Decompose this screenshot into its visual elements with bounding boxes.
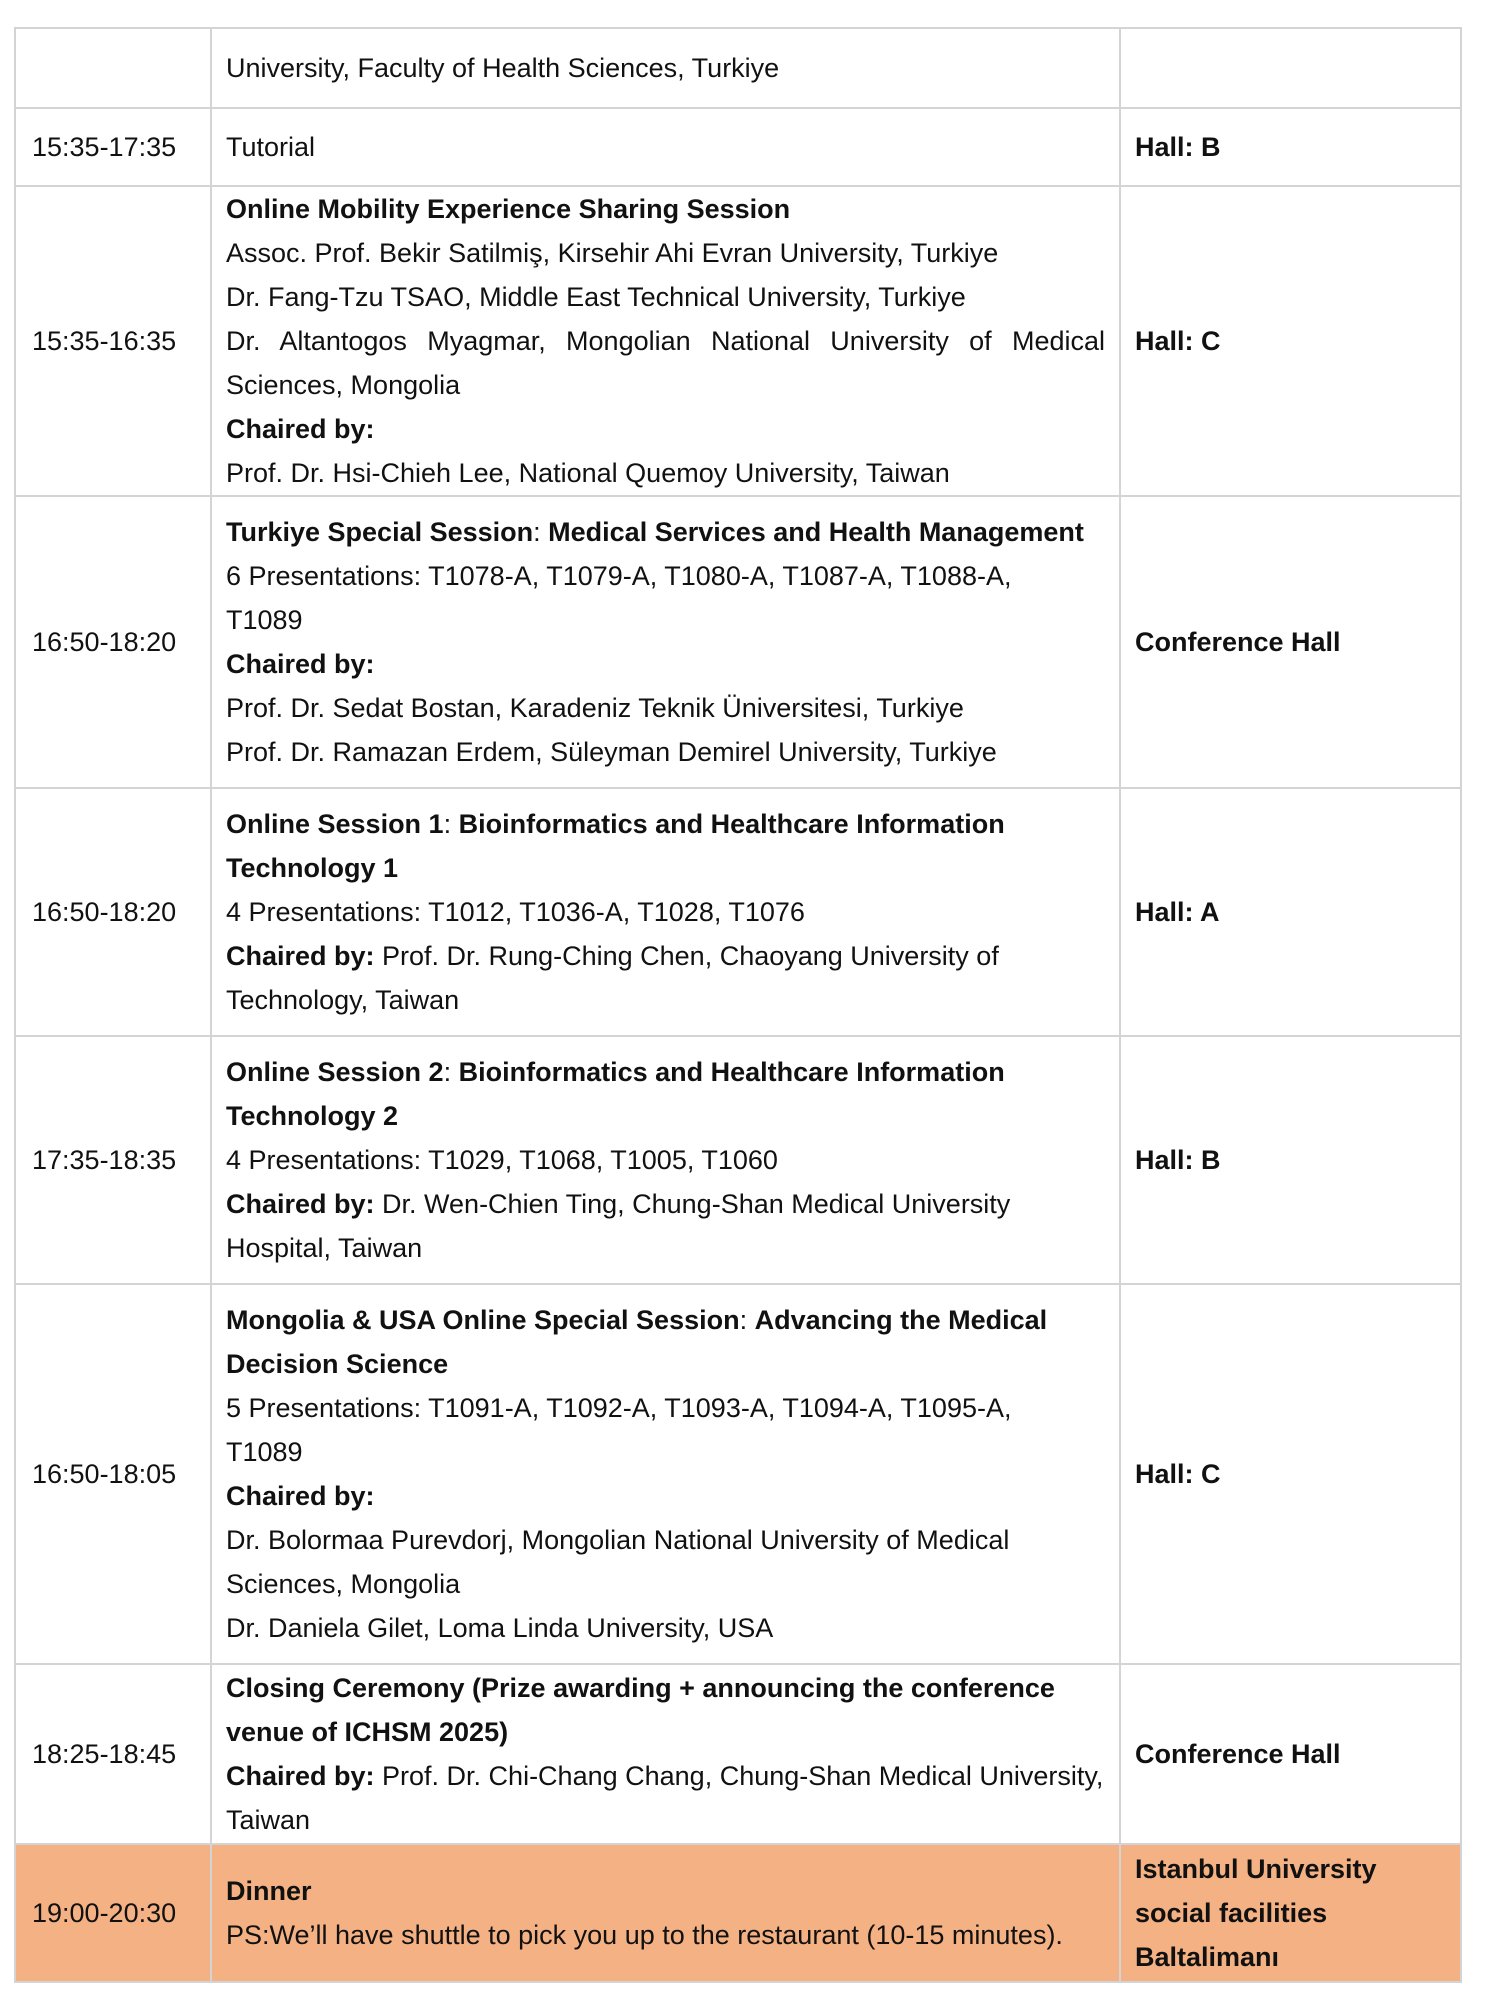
session-line [226, 1342, 1105, 1386]
bold-text: Chaired by: [226, 1189, 375, 1219]
session-details [211, 496, 1120, 788]
session-venue: Hall: A [1120, 788, 1461, 1036]
bold-text: Mongolia & USA Online Special Session [226, 1305, 740, 1335]
session-venue: Hall: C [1120, 1284, 1461, 1664]
line-text: : [739, 1305, 755, 1335]
bold-text: venue of ICHSM 2025) [226, 1717, 509, 1747]
session-venue: Hall: C [1120, 186, 1461, 496]
session-details [211, 1664, 1120, 1844]
line-text: Technology, Taiwan [226, 985, 460, 1015]
session-venue: Istanbul University social facilities Baltalimanı [1120, 1844, 1461, 1982]
session-line [226, 1562, 1105, 1606]
session-line [226, 1226, 1105, 1270]
session-details [211, 108, 1120, 186]
line-text: PS:We’ll have shuttle to pick you up to the restaurant (10-15 minutes). [226, 1920, 1063, 1950]
session-line [226, 1710, 1105, 1754]
session-time: 17:35-18:35 [15, 1036, 211, 1284]
session-line [226, 1138, 1105, 1182]
line-text: Prof. Dr. Ramazan Erdem, Süleyman Demirel University, Turkiye [226, 737, 997, 767]
session-time: 15:35-16:35 [15, 186, 211, 496]
bold-text: Technology 1 [226, 853, 399, 883]
session-venue: Hall: B [1120, 1036, 1461, 1284]
bold-text: Online Mobility Experience Sharing Session [226, 194, 791, 224]
session-details [211, 1284, 1120, 1664]
session-time [15, 28, 211, 108]
session-line [226, 1050, 1105, 1094]
session-line [226, 598, 1105, 642]
line-text: Dr. Altantogos Myagmar, Mongolian National University of Medical [226, 326, 1105, 356]
session-line [226, 510, 1105, 554]
session-time: 19:00-20:30 [15, 1844, 211, 1982]
schedule-row [15, 1284, 1461, 1664]
bold-text: Bioinformatics and Healthcare Information [458, 1057, 1005, 1087]
session-line [226, 125, 1105, 169]
session-line [226, 978, 1105, 1022]
session-venue: Conference Hall [1120, 1664, 1461, 1844]
bold-text: Chaired by: [226, 414, 375, 444]
bold-text: Turkiye Special Session [226, 517, 534, 547]
session-details [211, 1844, 1120, 1982]
session-time: 16:50-18:20 [15, 496, 211, 788]
bold-text: Chaired by: [226, 941, 375, 971]
session-line [226, 231, 1105, 275]
line-text: Dr. Fang-Tzu TSAO, Middle East Technical University, Turkiye [226, 282, 966, 312]
line-text: Prof. Dr. Hsi-Chieh Lee, National Quemoy University, Taiwan [226, 458, 950, 488]
session-line [226, 686, 1105, 730]
line-text: Dr. Bolormaa Purevdorj, Mongolian National University of Medical [226, 1525, 1010, 1555]
session-details [211, 788, 1120, 1036]
session-line [226, 1606, 1105, 1650]
session-venue: Hall: B [1120, 108, 1461, 186]
line-text: University, Faculty of Health Sciences, Turkiye [226, 53, 780, 83]
schedule-row [15, 496, 1461, 788]
session-line [226, 1094, 1105, 1138]
session-line [226, 1430, 1105, 1474]
session-line [226, 187, 1105, 231]
bold-text: Dinner [226, 1876, 312, 1906]
session-line [226, 407, 1105, 451]
session-details [211, 28, 1120, 108]
bold-text: Decision Science [226, 1349, 449, 1379]
session-line [226, 934, 1105, 978]
bold-text: Closing Ceremony (Prize awarding + announcing the conference [226, 1673, 1055, 1703]
bold-text: Chaired by: [226, 1481, 375, 1511]
session-line [226, 1182, 1105, 1226]
session-line [226, 1386, 1105, 1430]
session-line [226, 1518, 1105, 1562]
session-line [226, 1754, 1105, 1798]
session-details [211, 186, 1120, 496]
session-time: 16:50-18:05 [15, 1284, 211, 1664]
bold-text: Online Session 2 [226, 1057, 444, 1087]
line-text: Prof. Dr. Sedat Bostan, Karadeniz Teknik Üniversitesi, Turkiye [226, 693, 964, 723]
bold-text: Medical Services and Health Management [548, 517, 1084, 547]
schedule-row [15, 788, 1461, 1036]
bold-text: Chaired by: [226, 1761, 375, 1791]
bold-text: Chaired by: [226, 649, 375, 679]
session-line [226, 1913, 1105, 1957]
bold-text: Bioinformatics and Healthcare Information [458, 809, 1005, 839]
line-text: Taiwan [226, 1805, 311, 1835]
line-text: 5 Presentations: T1091-A, T1092-A, T1093-A, T1094-A, T1095-A, [226, 1393, 1012, 1423]
session-venue [1120, 28, 1461, 108]
session-line [226, 319, 1105, 363]
session-venue: Conference Hall [1120, 496, 1461, 788]
line-text: 4 Presentations: T1012, T1036-A, T1028, T1076 [226, 897, 805, 927]
line-text: Prof. Dr. Rung-Ching Chen, Chaoyang University of [374, 941, 999, 971]
session-line [226, 554, 1105, 598]
line-text: Dr. Wen-Chien Ting, Chung-Shan Medical University [374, 1189, 1011, 1219]
session-line [226, 890, 1105, 934]
line-text: Hospital, Taiwan [226, 1233, 423, 1263]
session-line [226, 1666, 1105, 1710]
session-line [226, 46, 1105, 90]
session-time: 15:35-17:35 [15, 108, 211, 186]
schedule-row-dinner [15, 1844, 1461, 1982]
bold-text: Advancing the Medical [754, 1305, 1048, 1335]
line-text: 4 Presentations: T1029, T1068, T1005, T1060 [226, 1145, 778, 1175]
session-line [226, 1298, 1105, 1342]
session-line [226, 1474, 1105, 1518]
session-line [226, 363, 1105, 407]
line-text: T1089 [226, 605, 303, 635]
schedule-row [15, 1664, 1461, 1844]
session-line [226, 802, 1105, 846]
session-time: 16:50-18:20 [15, 788, 211, 1036]
session-line [226, 1798, 1105, 1842]
session-line [226, 275, 1105, 319]
line-text: Sciences, Mongolia [226, 370, 461, 400]
schedule-row [15, 186, 1461, 496]
session-line [226, 1869, 1105, 1913]
bold-text: Technology 2 [226, 1101, 399, 1131]
line-text: Assoc. Prof. Bekir Satilmiş, Kirsehir Ahi Evran University, Turkiye [226, 238, 999, 268]
session-line [226, 642, 1105, 686]
schedule-table [14, 27, 1462, 1983]
bold-text: Online Session 1 [226, 809, 444, 839]
schedule-row [15, 1036, 1461, 1284]
line-text: : [443, 809, 459, 839]
schedule-row [15, 28, 1461, 108]
session-details [211, 1036, 1120, 1284]
session-line [226, 846, 1105, 890]
line-text: : [443, 1057, 459, 1087]
line-text: : [533, 517, 549, 547]
session-line [226, 730, 1105, 774]
line-text: Tutorial [226, 132, 316, 162]
line-text: Sciences, Mongolia [226, 1569, 461, 1599]
session-line [226, 451, 1105, 495]
line-text: Prof. Dr. Chi-Chang Chang, Chung-Shan Medical University, [374, 1761, 1104, 1791]
session-time: 18:25-18:45 [15, 1664, 211, 1844]
line-text: 6 Presentations: T1078-A, T1079-A, T1080-A, T1087-A, T1088-A, [226, 561, 1012, 591]
schedule-row [15, 108, 1461, 186]
line-text: Dr. Daniela Gilet, Loma Linda University, USA [226, 1613, 774, 1643]
line-text: T1089 [226, 1437, 303, 1467]
